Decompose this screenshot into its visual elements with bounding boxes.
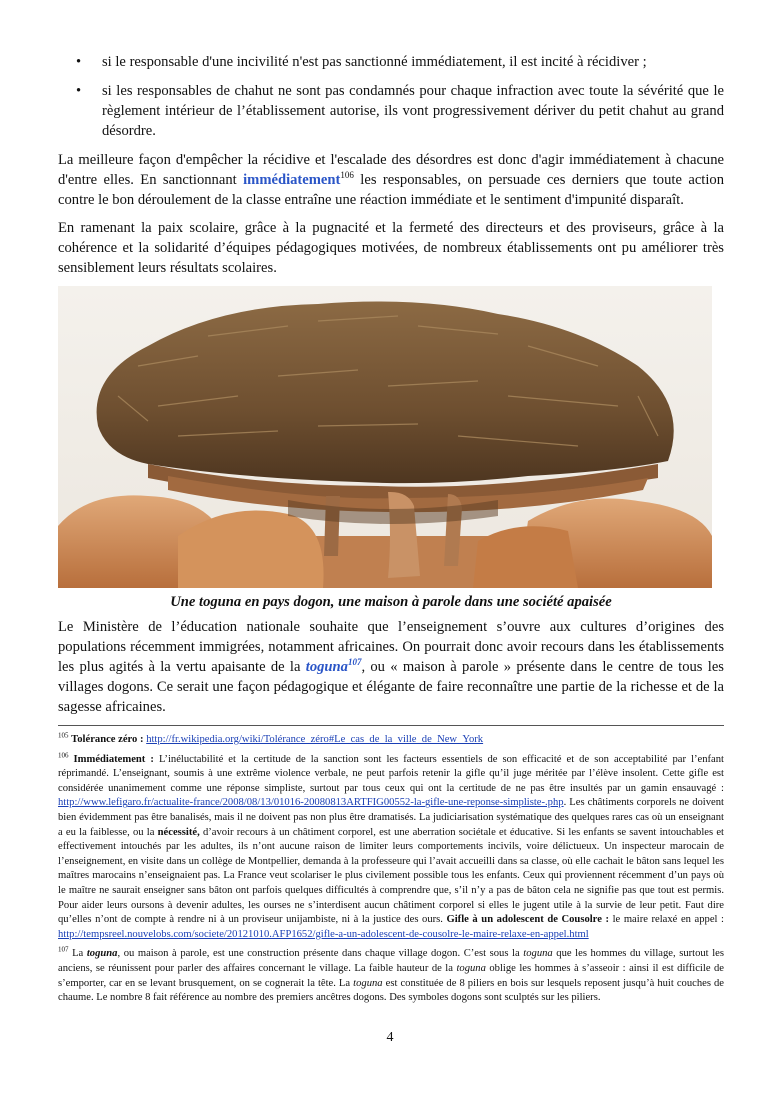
paragraph-1: La meilleure façon d'empêcher la récidive et l'escalade des désordres est donc d'agir immédiatement à chacune d'entre elles. En sanctionnant immédiatement$^{106}$ les responsables, on persuade ces derniers que toute action contre le bon déroulement de la classe entraîne une réaction immédiate et le sentiment d'impunité disparaît.: [58, 152, 725, 208]
footnotes: [58, 733, 724, 1011]
bullet-dot: •: [76, 54, 82, 70]
bullet-item: • si les responsables de chahut ne sont pas condamnés pour chaque infraction avec toute la sévérité que le règlement intérieur de l’établissement autorise, ils vont progressivement dériver du petit chahut au grand désordre.: [76, 83, 724, 139]
bullet-dot: •: [76, 83, 82, 99]
keyword-toguna[interactable]: toguna: [305, 659, 348, 675]
footnote-105: $^{105}$ Tolérance zéro : http://fr.wikipedia.org/wiki/Tolérance_zéro#Le_cas_de_la_ville_de_New_York: [58, 731, 484, 745]
link-lefigaro[interactable]: http://www.lefigaro.fr/actualite-france/2008/08/13/01016-20080813ARTFIG00552-la-gifle-une-reponse-simpliste-.php: [58, 797, 564, 809]
bullet-list: [58, 52, 724, 141]
footnote-107: $^{107}$ La toguna, ou maison à parole, est une construction présente dans chaque village dogon. C’est sous la toguna que les hommes du village, surtout les anciens, se réunissent pour parler des affaires concernant le village. La faible hauteur de la toguna oblige les hommes à s’asseoir : ainsi il est difficile de s’emporter, car en se levant brusquement, on se cognerait la tête. La toguna est constituée de 8 piliers en bois sur lesquels reposent jusqu’à huit couches de chaume. Le nombre 8 fait référence au nombre des premiers ancêtres dogons. Des symboles dogons sont sculptés sur les piliers.: [58, 945, 725, 1004]
page-body: [58, 52, 724, 725]
paragraph-3: Le Ministère de l’éducation nationale souhaite que l’enseignement s’ouvre aux cultures d’origines des populations récemment immigrées, notamment africaines. On pourrait donc avoir recours dans les établissements les plus agités à la vertu apaisante de la toguna$^{107}$, ou « maison à parole » présente dans le centre de tous les villages dogons. Ce serait une façon pédagogique et élégante de faire reconnaître une partie de la richesse et de la sagesse africaines.: [58, 619, 724, 715]
footnote-106: $^{106}$ Immédiatement : L’inéluctabilité et la certitude de la sanction sont les facteurs essentiels de son efficacité et de son acceptabilité par l’enfant réprimandé. L’enseignant, soumis à une extrême violence verbale, ne peut parfois retenir la gifle qu’il juge méritée par l’élève insolent. Cette gifle est considérée unanimement comme une réponse simpliste, surtout par tous ceux qui ont la certitude de ne pas être insultés par un gamin ensauvagé : http://www.lefigaro.fr/actualite-france/2008/08/13/01016-20080813ARTFIG00552-la-gifle-une-reponse-simpliste-.php. Les châtiments corporels ne doivent bien évidemment pas être banalisés, mais il ne doivent pas non plus être dramatisés. La judiciarisation systématique des quelques rares cas où un enseignant a eu la faiblesse, ou la nécessité, d’avoir recours à un châtiment corporel, est une aberration sociétale et éducative. Si les enfants se savent intouchables et effectivement intouchés par les adultes, ils n’ont aucune raison de limiter leurs comportements incivils, voire délictueux. Un inspecteur marocain de l’enseignement, en visite dans un collège de Montpellier, demanda à la professeure qui l’avait accueilli dans sa classe, où elle cachait le bâton sans lequel les maîtres marocains n’enseignaient pas. La France veut scolariser le plus civilement possible tous les enfants. Ceux qui proviennent récemment d’un pays où le maître ne saurait enseigner sans bâton ont parfois quelques difficultés à comprendre que, s’il n’y a pas de bâton cela ne signifie pas que tout est permis. Pour aider leurs oursons à devenir adultes, les ourses ne s’interdisent aucun châtiment corporel si elles le jugent utile à la survie de leur petit. Faut dire qu’elles n’ont de compte à rendre ni à un proviseur unijambiste, ni à la justice des ours. Gifle à un adolescent de Cousolre : le maire relaxé en appel : http://tempsreel.nouvelobs.com/societe/20121010.AFP1652/gifle-a-un-adolescent-de-cousolre-le-maire-relaxe-en-appel.html: [58, 751, 725, 940]
toguna-photo: [58, 286, 712, 588]
link-tolerance-zero[interactable]: http://fr.wikipedia.org/wiki/Tolérance_zéro#Le_cas_de_la_ville_de_New_York: [146, 734, 484, 745]
footnote-separator: [58, 725, 724, 726]
paragraph-2: En ramenant la paix scolaire, grâce à la pugnacité et la fermeté des directeurs et des proviseurs, grâce à la cohérence et la solidarité d’équipes pédagogiques motivées, de nombreux établissements ont pu améliorer très sensiblement leurs résultats scolaires.: [58, 220, 724, 276]
footnote-ref-107[interactable]: 107: [347, 657, 362, 668]
link-nouvelobs[interactable]: http://tempsreel.nouvelobs.com/societe/20121010.AFP1652/gifle-a-un-adolescent-de-cousolre-le-maire-relaxe-en-appel.html: [58, 928, 589, 940]
keyword-immediatement[interactable]: immédiatement: [243, 172, 341, 188]
figure-caption: Une toguna en pays dogon, une maison à parole dans une société apaisée: [170, 594, 612, 610]
bullet-item: • si le responsable d'une incivilité n'est pas sanctionné immédiatement, il est incité à récidiver ;: [76, 54, 647, 70]
page-number: 4: [386, 1030, 394, 1045]
footnote-ref-106[interactable]: 106: [340, 170, 354, 181]
